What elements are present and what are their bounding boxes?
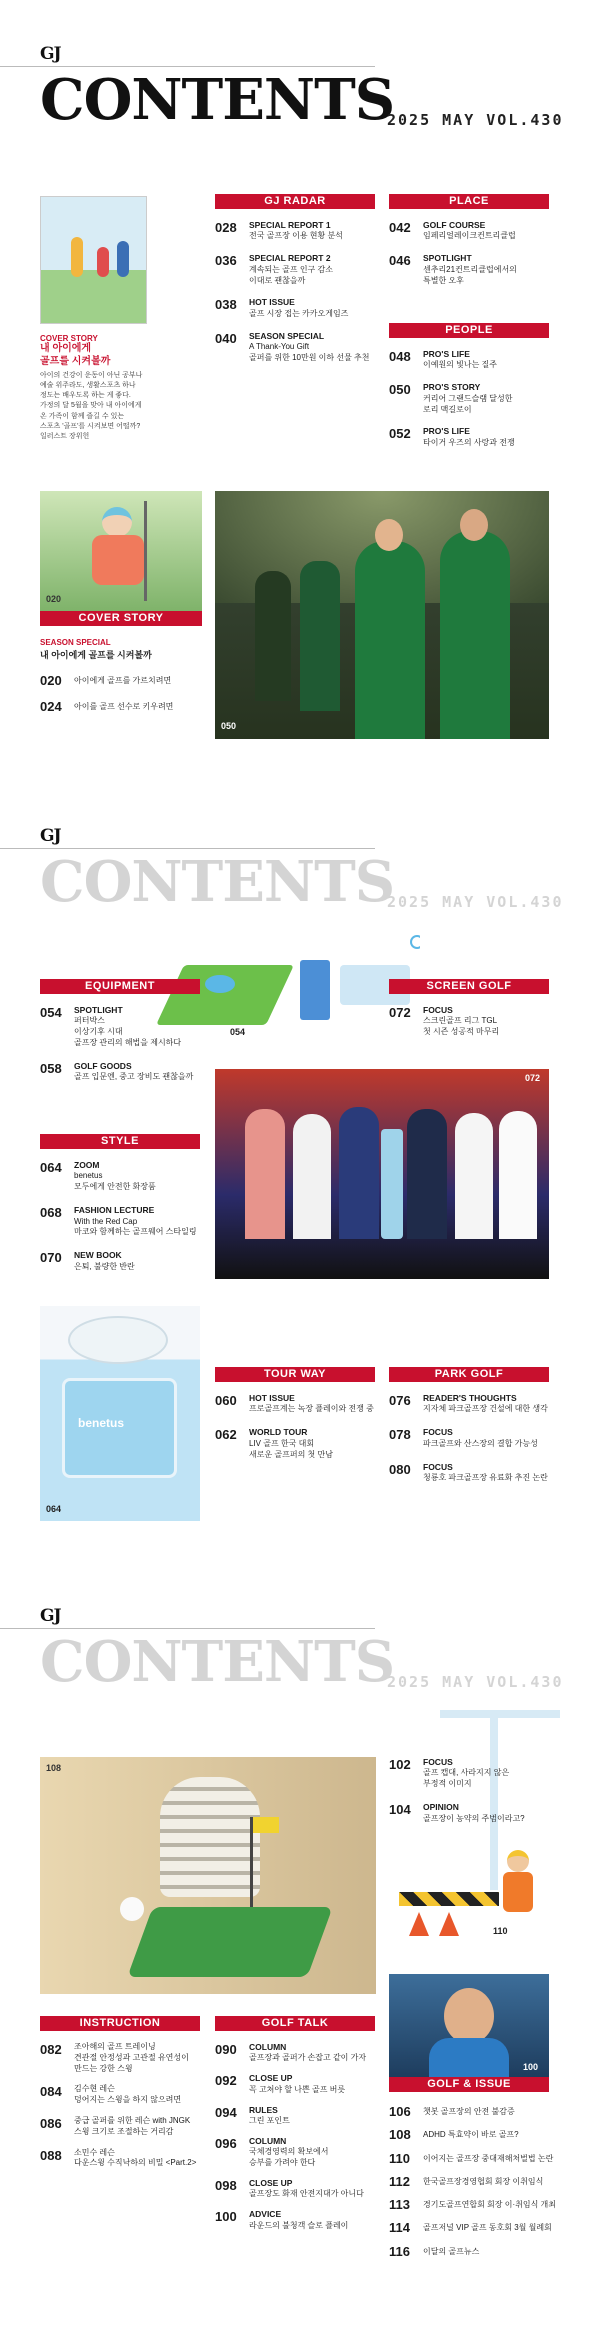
page-number: 048 [389, 349, 411, 364]
item-title: 이상기후 시대 [74, 1027, 123, 1037]
item-title: 첫 시즌 성공적 마무리 [423, 1027, 500, 1037]
list-item[interactable] [389, 2174, 556, 2190]
item-heading: PRO'S LIFE [423, 349, 470, 359]
item-title [423, 1427, 538, 1449]
item-title: 새로운 골프퍼의 첫 만남 [249, 1449, 333, 1459]
item-heading: FOCUS [423, 1427, 453, 1438]
item-title: LIV 골프 한국 대회 [249, 1438, 315, 1448]
page-number: 038 [215, 297, 237, 313]
cover-text-line: 예술 위주라도, 생활스포츠 하나 [40, 382, 136, 390]
list-item[interactable] [389, 426, 515, 448]
list-item[interactable] [40, 673, 173, 689]
item-title: 이대로 괜찮을까 [249, 275, 306, 285]
page-number: 072 [389, 1005, 411, 1020]
item-heading: SPOTLIGHT [423, 253, 472, 264]
issue-volume: 2025 MAY VOL.430 [387, 1673, 564, 1691]
page-number: 086 [40, 2115, 62, 2131]
list-item[interactable] [389, 1757, 525, 1790]
item-title [74, 1250, 135, 1272]
page-number: 116 [389, 2243, 410, 2259]
item-heading: READER'S THOUGHTS [423, 1393, 517, 1403]
page-number: 113 [389, 2197, 410, 2212]
list-item[interactable] [215, 2105, 366, 2127]
item-title: 조아해의 골프 트레이닝 [74, 2042, 156, 2051]
item-title [74, 2148, 196, 2170]
list-item[interactable] [215, 297, 369, 319]
item-title [74, 1160, 156, 1193]
page-number: 094 [215, 2104, 237, 2120]
item-title: 한국골프장경영협회 회장 이취임식 [423, 2176, 544, 2186]
item-title [249, 297, 348, 319]
golf-talk-bar: GOLF TALK [215, 2016, 375, 2031]
item-heading: COLUMN [249, 2135, 287, 2146]
page-number: 090 [215, 2042, 237, 2057]
cover-text-line: 스포츠 '골프'를 시켜보면 어떨까? [40, 422, 141, 430]
item-heading: GOLF COURSE [423, 220, 486, 230]
page-number: 020 [40, 673, 62, 688]
item-title: 만드는 강한 스윙 [74, 2063, 133, 2073]
page-number: 020 [46, 594, 62, 604]
item-title: 이예원의 빛나는 질주 [423, 360, 497, 370]
list-item[interactable] [215, 2042, 366, 2064]
item-title: 덩어지는 스윙을 하지 않으려면 [74, 2095, 182, 2105]
page-title: CONTENTS [40, 1629, 395, 1695]
item-heading: PRO'S LIFE [423, 426, 470, 437]
item-title: 부정적 이미지 [423, 1779, 472, 1789]
item-heading: ZOOM [74, 1160, 100, 1170]
season-special-title: 내 아이에게 골프를 시켜볼까 [40, 650, 152, 660]
page-number: 108 [46, 1763, 62, 1773]
list-item[interactable] [389, 1427, 548, 1449]
item-title [249, 331, 369, 364]
item-title: 커리어 그랜드슬램 달성한 [423, 393, 513, 403]
item-title [423, 1802, 525, 1824]
list-item[interactable] [40, 699, 173, 715]
cover-text-line: 온 가족이 함께 즐길 수 있는 [40, 412, 125, 420]
list-item[interactable] [389, 1393, 548, 1415]
item-title: 스크린골프 리그 TGL [423, 1016, 498, 1026]
item-heading: RULES [249, 2104, 278, 2115]
item-title: 골프 시장 접는 카카오게임즈 [249, 308, 349, 318]
list-item[interactable] [215, 2209, 366, 2231]
page-title: CONTENTS [40, 849, 395, 915]
item-title: 골프 입문엔, 중고 장비도 괜찮을까 [74, 1072, 194, 1082]
list-item[interactable] [389, 2104, 556, 2120]
item-title: 골프장이 농약의 주범이라고? [423, 1813, 525, 1823]
cover-thumbnail[interactable] [40, 196, 147, 324]
item-title [249, 253, 333, 286]
style-bar: STYLE [40, 1134, 200, 1149]
item-heading: NEW BOOK [74, 1250, 122, 1261]
item-title: 골프장 관리의 해법을 제시하다 [74, 1038, 182, 1048]
item-title [249, 2042, 366, 2064]
cover-text-line: 아이의 건강이 운동이 아닌 공부나 [40, 372, 143, 379]
item-heading: OPINION [423, 1802, 459, 1813]
item-title: 소민수 레슨 [74, 2147, 115, 2157]
list-item[interactable] [215, 253, 369, 286]
page-number: 042 [389, 220, 411, 235]
item-title: 견관절 안정성과 고관절 유연성이 [74, 2052, 189, 2062]
item-title [423, 1393, 548, 1415]
item-heading: SPECIAL REPORT 1 [249, 220, 331, 230]
list-item[interactable] [40, 2084, 196, 2106]
item-title: 챗봇 골프장의 안전 불감증 [423, 2107, 515, 2116]
item-title: 지자체 파크골프장 건설에 대한 생각 [423, 1404, 548, 1414]
item-title: 골퍼를 위한 10만원 이하 선물 추천 [249, 352, 370, 362]
list-item[interactable] [40, 2116, 196, 2138]
item-title: 청룡호 파크골프장 유료화 추진 논란 [423, 1473, 548, 1482]
list-item[interactable] [215, 1427, 374, 1460]
issue-volume: 2025 MAY VOL.430 [387, 111, 564, 129]
item-title [249, 2105, 290, 2127]
people-bar: PEOPLE [389, 323, 549, 338]
list-item[interactable] [389, 2151, 556, 2167]
item-title [74, 1061, 193, 1083]
item-title: 골프장과 골퍼가 손잡고 같이 가자 [249, 2053, 367, 2063]
list-item[interactable] [215, 2178, 366, 2200]
page-number: 088 [40, 2147, 62, 2163]
item-title [423, 382, 512, 415]
list-item[interactable] [389, 220, 517, 242]
page-number: 072 [525, 1073, 541, 1083]
product-photo[interactable] [40, 1306, 200, 1521]
page-number: 110 [493, 1926, 508, 1936]
list-item[interactable] [40, 1160, 197, 1193]
list-item[interactable] [389, 382, 515, 415]
item-heading: ADVICE [249, 2209, 282, 2220]
item-title: 프로골프계는 녹장 플레이와 전쟁 중 [249, 1404, 374, 1414]
item-title: A Thank-You Gift [249, 342, 310, 352]
list-item[interactable] [389, 253, 517, 286]
list-item[interactable] [389, 1802, 525, 1824]
page-number: 108 [389, 2127, 411, 2143]
brand-logo: GJ [40, 826, 61, 846]
item-title: 라운드의 불청객 슬로 플레이 [249, 2220, 349, 2230]
item-title [249, 1427, 333, 1460]
item-title: 타이거 우즈의 사랑과 전쟁 [423, 437, 515, 447]
page-number: 050 [221, 721, 237, 731]
item-title: benetus [74, 1171, 103, 1181]
item-title: 경기도골프연합회 회장 이·취임식 개최 [423, 2200, 556, 2209]
list-item[interactable] [215, 2136, 366, 2169]
item-title: 파크골프와 산스장의 결합 가능성 [423, 1438, 538, 1448]
item-heading: GOLF GOODS [74, 1060, 132, 1071]
gj-radar-bar: GJ RADAR [215, 194, 375, 209]
item-heading: PRO'S STORY [423, 382, 481, 393]
item-title [249, 2136, 329, 2169]
list-item[interactable] [215, 220, 369, 242]
list-item[interactable] [389, 2244, 556, 2260]
list-item[interactable] [215, 331, 369, 364]
item-heading: SEASON SPECIAL [249, 330, 325, 341]
item-heading: CLOSE UP [249, 2177, 293, 2188]
item-title [423, 349, 497, 371]
cover-story-bar: COVER STORY [40, 611, 202, 626]
cover-label: COVER STORY [40, 334, 98, 343]
tour-way-bar: TOUR WAY [215, 1367, 375, 1382]
item-heading: FOCUS [423, 1757, 453, 1767]
page-number: 040 [215, 330, 237, 346]
item-title [74, 2084, 181, 2106]
tgl-team-photo[interactable] [215, 1069, 549, 1279]
cover-title-line: 내 아이에게 [40, 343, 92, 354]
item-heading: CLOSE UP [249, 2073, 293, 2084]
item-heading: FOCUS [423, 1461, 453, 1472]
page-number: 024 [40, 699, 62, 715]
cover-text-line: 정도는 배우도록 하는 게 좋다. [40, 392, 131, 400]
page-number: 054 [230, 1027, 246, 1037]
item-title [249, 2073, 345, 2095]
item-title [423, 1757, 509, 1790]
page-number: 110 [389, 2150, 410, 2166]
green-jacket-photo[interactable] [215, 491, 549, 739]
item-title: 이달의 골프뉴스 [423, 2246, 480, 2256]
cover-text-line: 가정의 달 5월을 맞아 내 아이에게 [40, 402, 142, 410]
item-title [423, 220, 516, 242]
item-title: 골프저널 VIP 골프 동호회 3월 월례회 [423, 2223, 552, 2233]
page-number: 064 [40, 1160, 62, 1175]
page-number: 046 [389, 253, 411, 269]
item-title: 임페리얼레이크컨트리클럽 [423, 231, 516, 241]
item-title: 꼭 고쳐야 할 나쁜 골프 버릇 [249, 2084, 346, 2094]
list-item[interactable] [389, 349, 515, 371]
equipment-bar: EQUIPMENT [40, 979, 200, 994]
item-title: 전국 골프장 이용 현황 분석 [249, 231, 343, 241]
list-item[interactable] [40, 2042, 196, 2074]
worker-illustration [389, 1842, 549, 1940]
page-number: 100 [215, 2209, 237, 2225]
item-title: 다운스윙 수직낙하의 비밀 <Part.2> [74, 2158, 197, 2168]
item-title [249, 2178, 364, 2200]
page-number: 028 [215, 220, 237, 235]
item-title: ADHD 특효약이 바로 골프? [423, 2130, 519, 2140]
page-number: 112 [389, 2173, 410, 2189]
item-title: 골프 캡대, 사라지지 않은 [423, 1768, 510, 1778]
item-title [249, 220, 343, 242]
cover-text-line: 일러스트 장위헌 [40, 432, 90, 440]
page-number: 068 [40, 1205, 62, 1221]
item-title: 로리 맥길로이 [423, 404, 472, 414]
item-title: 센추리21컨트리클럽에서의 [423, 264, 517, 274]
screen-golf-bar: SCREEN GOLF [389, 979, 549, 994]
item-title [249, 2209, 348, 2231]
brand-logo: GJ [40, 1606, 61, 1626]
list-item[interactable] [40, 1250, 197, 1272]
kid-golfer-photo[interactable] [40, 491, 202, 611]
item-title [423, 253, 517, 286]
list-item[interactable] [40, 1205, 197, 1238]
kid-putting-photo[interactable] [40, 1757, 376, 1994]
page-number: 076 [389, 1393, 411, 1408]
page-number: 096 [215, 2135, 237, 2151]
season-special-label: SEASON SPECIAL [40, 638, 111, 647]
page-number: 114 [389, 2220, 410, 2236]
item-title [74, 1005, 181, 1049]
list-item[interactable] [40, 2148, 196, 2170]
page-number: 082 [40, 2042, 62, 2057]
item-title: 승부를 가려야 한다 [249, 2158, 316, 2168]
item-title: 아이에게 골프를 가르치려면 [74, 676, 172, 685]
page-number: 102 [389, 1757, 411, 1772]
item-title: 김수현 레슨 [74, 2084, 115, 2094]
item-title [423, 1005, 499, 1038]
item-title [249, 1393, 374, 1415]
page-number: 080 [389, 1461, 411, 1477]
item-title: 은퇴, 불량한 반란 [74, 1261, 135, 1271]
list-item[interactable] [389, 1005, 499, 1038]
page-number: 036 [215, 253, 237, 269]
item-title: 계속되는 골프 인구 감소 [249, 264, 333, 274]
item-title: 아이를 골프 선수로 키우려면 [74, 702, 174, 712]
item-title: With the Red Cap [74, 1216, 138, 1226]
list-item[interactable] [215, 1393, 374, 1415]
list-item[interactable] [215, 2073, 366, 2095]
cover-title-line: 골프를 시켜볼까 [40, 355, 111, 367]
item-title: 마코와 함께하는 골프웨어 스타일링 [74, 1227, 197, 1237]
item-title: 특별한 오후 [423, 275, 464, 285]
item-heading: WORLD TOUR [249, 1427, 308, 1438]
page-title: CONTENTS [40, 67, 395, 133]
page-number: 084 [40, 2084, 62, 2100]
item-title: 골프장도 화재 안전지대가 아니다 [249, 2189, 364, 2199]
item-title [74, 2116, 190, 2138]
item-title [423, 1462, 548, 1484]
golfer-expression-photo[interactable] [389, 1974, 549, 2077]
issue-volume: 2025 MAY VOL.430 [387, 893, 564, 911]
place-bar: PLACE [389, 194, 549, 209]
item-heading: COLUMN [249, 2042, 287, 2052]
page-number: 064 [46, 1504, 62, 1514]
item-title [74, 2042, 189, 2074]
page-number: 052 [389, 426, 411, 442]
page-number: 062 [215, 1427, 237, 1443]
list-item[interactable] [389, 1462, 548, 1484]
page-number: 078 [389, 1427, 411, 1443]
park-golf-bar: PARK GOLF [389, 1367, 549, 1382]
item-title: 이어지는 골프장 중대재해처벌법 논란 [423, 2153, 554, 2163]
item-title: 국체경영력의 확보에서 [249, 2147, 329, 2157]
item-heading: HOT ISSUE [249, 297, 295, 308]
page-number: 050 [389, 382, 411, 398]
page-number: 092 [215, 2073, 237, 2089]
page-number: 100 [523, 2062, 539, 2072]
page-number: 070 [40, 1250, 62, 1266]
item-title: 모두에게 안전한 화장품 [74, 1182, 156, 1192]
golf-issue-bar: GOLF & ISSUE [389, 2077, 549, 2092]
page-number: 104 [389, 1802, 411, 1818]
item-title [423, 426, 515, 448]
list-item[interactable] [40, 1061, 193, 1083]
page-number: 054 [40, 1005, 62, 1020]
page-number: 060 [215, 1393, 237, 1408]
product-label: benetus [78, 1416, 125, 1430]
item-heading: HOT ISSUE [249, 1393, 295, 1403]
brand-logo: GJ [40, 44, 61, 64]
item-heading: FASHION LECTURE [74, 1205, 155, 1216]
item-title: 퍼터박스 [74, 1016, 105, 1026]
page-number: 058 [40, 1060, 62, 1076]
list-item[interactable] [389, 2197, 556, 2213]
item-title [74, 1205, 197, 1238]
item-heading: SPECIAL REPORT 2 [249, 253, 331, 264]
item-heading: SPOTLIGHT [74, 1005, 123, 1015]
instruction-bar: INSTRUCTION [40, 2016, 200, 2031]
item-title: 스윙 크기로 조절하는 거리감 [74, 2126, 174, 2136]
page-number: 106 [389, 2104, 411, 2119]
page-number: 098 [215, 2177, 237, 2193]
item-heading: FOCUS [423, 1005, 453, 1015]
list-item[interactable] [389, 2220, 556, 2236]
list-item[interactable] [40, 1005, 193, 1049]
item-title: 중급 골퍼를 위한 레슨 with JNGK [74, 2115, 191, 2125]
item-title: 그린 포인트 [249, 2116, 290, 2125]
list-item[interactable] [389, 2127, 556, 2143]
